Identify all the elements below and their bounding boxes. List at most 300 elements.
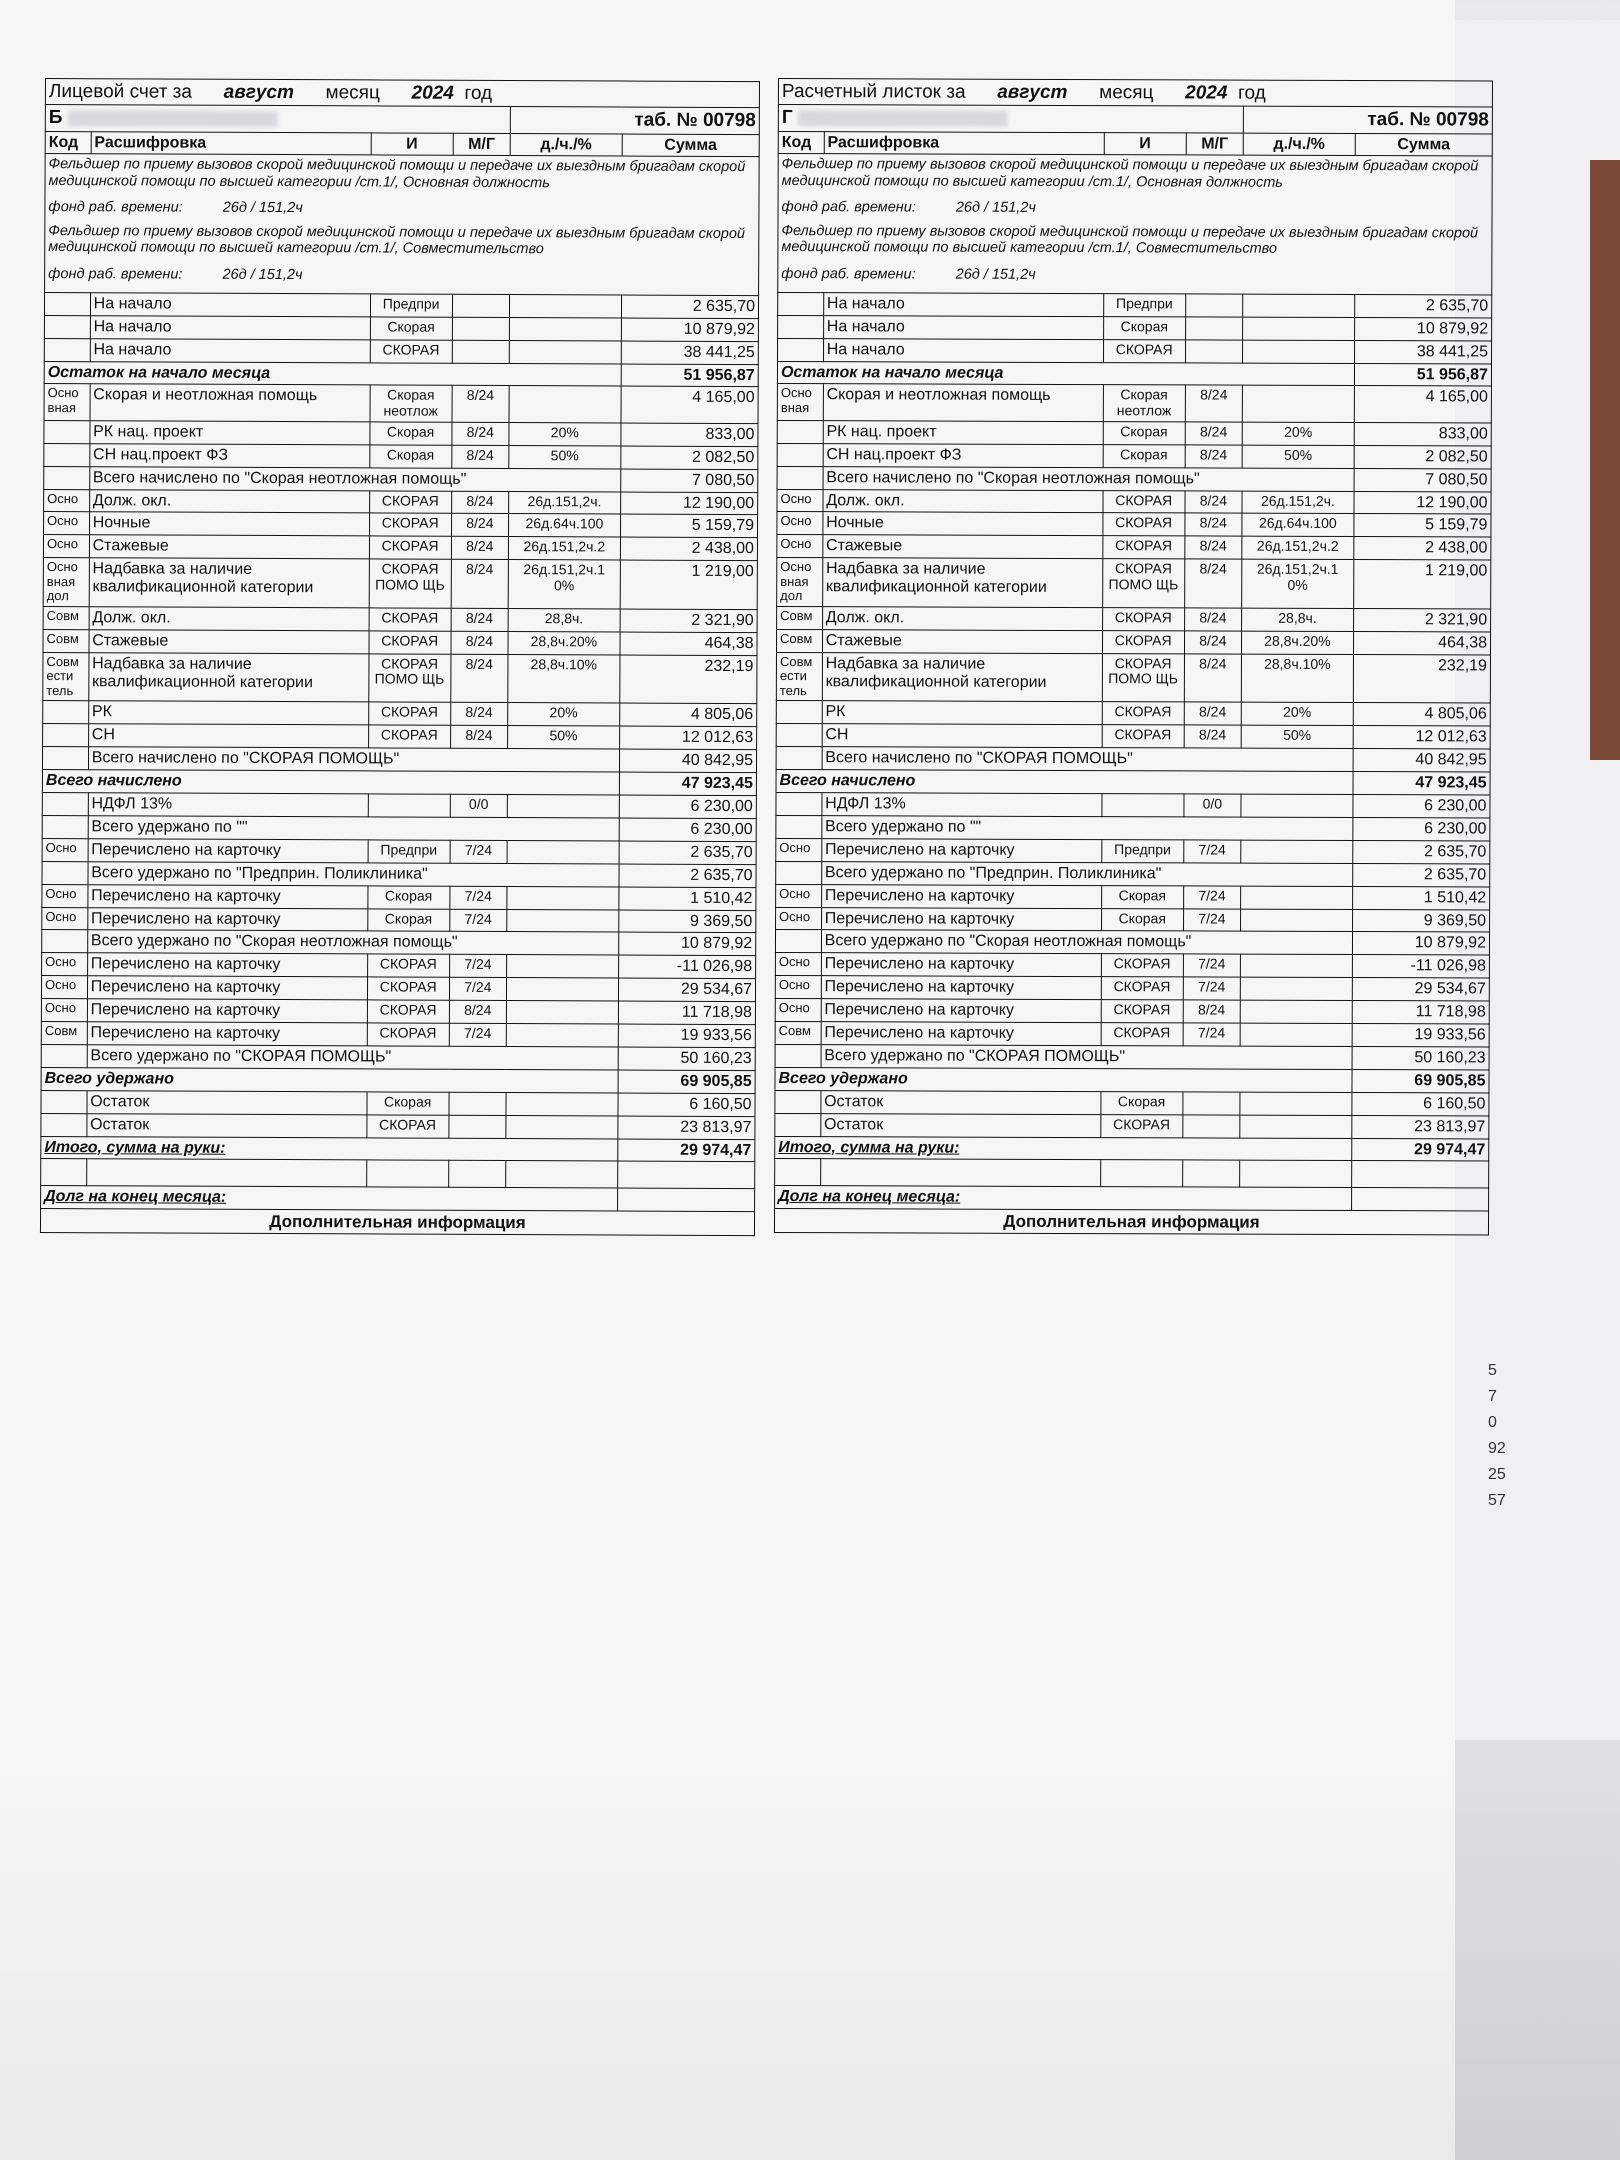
card-urgent-row (776, 907, 1490, 932)
sheet-title-prefix: Лицевой счет за (48, 81, 193, 103)
blank-cell (1182, 1160, 1239, 1187)
row-sum: 10 879,92 (1354, 317, 1491, 340)
total-label: Всего начислено по "Скорая неотложная помощь" (89, 466, 620, 491)
col-days: д./ч./% (1243, 133, 1355, 156)
fund-label: фонд раб. времени: (48, 198, 183, 216)
row-src: СКОРАЯ (1102, 536, 1184, 559)
ambulance-row (777, 535, 1491, 560)
card-ambulance-row (775, 999, 1489, 1024)
row-sum: 4 805,06 (1353, 703, 1490, 726)
row-sum: 12 190,00 (1354, 491, 1491, 514)
row-days (1240, 1115, 1352, 1138)
row-sum: 464,38 (1353, 631, 1490, 654)
urgent-code: Осно вная (780, 385, 812, 416)
row-days (507, 840, 619, 863)
total-sum: 7 080,50 (1354, 468, 1491, 491)
row-days: 20% (509, 422, 621, 445)
edge-digit: 7 (1488, 1388, 1497, 1405)
work-time-fund-combo (48, 266, 755, 285)
row-src: СКОРАЯ (1100, 1114, 1182, 1137)
row-src: СКОРАЯ (367, 1023, 449, 1046)
row-src: СКОРАЯ (370, 340, 452, 363)
row-code: Совм (43, 629, 89, 652)
work-time-fund-main (782, 199, 1489, 218)
row-src: СКОРАЯ (1102, 513, 1184, 536)
balance-row (41, 1113, 755, 1139)
row-days (1240, 954, 1352, 977)
row-sum: 2 082,50 (621, 446, 758, 470)
row-src: Скорая (369, 445, 451, 468)
row-days (506, 1092, 618, 1115)
col-days: д./ч./% (510, 133, 622, 156)
row-sum: 29 534,67 (618, 978, 755, 1002)
month: август (997, 81, 1068, 104)
row-sum: 2 635,70 (1353, 840, 1490, 863)
additional-info-row (40, 1209, 754, 1236)
row-code: Совм (776, 629, 822, 652)
row-code (43, 724, 89, 747)
work-time-fund-main (48, 199, 755, 218)
sheet-title (778, 79, 1492, 108)
urgent-code: Осно вная (47, 385, 79, 416)
row-days (506, 978, 618, 1001)
row-desc: Перечислено на карточку (87, 1022, 367, 1046)
row-period: 8/24 (1185, 536, 1242, 559)
blank-cell (1240, 1161, 1352, 1188)
row-code (41, 1090, 87, 1113)
withheld-clinic (776, 861, 1490, 886)
withheld-urgent (42, 930, 756, 956)
row-days (1240, 909, 1352, 932)
row-days: 26д.64ч.100 (1242, 514, 1354, 537)
row-code (44, 292, 90, 315)
row-days: 20% (508, 703, 620, 726)
opening-row (44, 338, 758, 364)
card-urgent-row (42, 884, 756, 910)
row-code: Осно (777, 535, 823, 558)
row-period (452, 294, 509, 317)
edge-digit: 25 (1488, 1466, 1506, 1483)
blank-cell (44, 466, 90, 489)
row-desc: Стажевые (822, 629, 1102, 653)
row-sum: 2 635,70 (619, 841, 756, 865)
row-days: 28,8ч. (508, 608, 620, 631)
row-period: 8/24 (1185, 513, 1242, 536)
row-sum: 833,00 (1354, 422, 1491, 445)
row-period: 8/24 (1183, 1000, 1240, 1023)
card-ambulance-row (775, 1022, 1489, 1047)
withheld-total (775, 1067, 1489, 1092)
row-code (775, 1090, 821, 1113)
row-code (778, 315, 824, 338)
blank-cell (1100, 1160, 1182, 1187)
blank-cell (776, 792, 822, 815)
row-desc: На начало (90, 315, 370, 339)
row-period: 8/24 (1185, 445, 1242, 468)
row-period: 8/24 (451, 560, 508, 609)
row-src: СКОРАЯ (1101, 977, 1183, 1000)
col-code: Код (778, 131, 824, 154)
net-total-sum: 29 974,47 (1352, 1138, 1489, 1161)
row-sum: 4 165,00 (1354, 386, 1491, 423)
row-sum: 5 159,79 (620, 514, 757, 538)
row-sum: 6 160,50 (618, 1093, 755, 1117)
total-sum: 69 905,85 (1352, 1069, 1489, 1092)
row-sum: 4 805,06 (620, 703, 757, 727)
row-sum: 4 165,00 (621, 386, 758, 423)
year: 2024 (411, 82, 454, 104)
urgent-row (44, 384, 758, 423)
row-src: Скорая (1103, 316, 1185, 339)
row-days (506, 1001, 618, 1024)
fund-label: фонд раб. времени: (781, 265, 916, 283)
ambulance-row (43, 652, 757, 704)
total-sum: 40 842,95 (619, 749, 756, 773)
row-days (1240, 1023, 1352, 1046)
opening-total (44, 361, 758, 387)
sheet-title (45, 79, 759, 108)
row-src: СКОРАЯ (369, 513, 451, 536)
row-src: Предпри (1101, 839, 1183, 862)
row-period: 8/24 (451, 631, 508, 654)
net-total-label: Итого, сумма на руки: (41, 1136, 618, 1161)
net-total (41, 1136, 755, 1162)
blank-cell (506, 1161, 618, 1188)
ambulance-row (44, 489, 758, 515)
row-code (44, 338, 90, 361)
tab-number: таб. № 00798 (510, 107, 759, 134)
row-days (1241, 886, 1353, 909)
row-src: Скорая (1100, 1091, 1182, 1114)
row-days: 20% (1242, 422, 1354, 445)
row-src: Предпри (370, 294, 452, 317)
row-src: СКОРАЯ ПОМО ЩЬ (1102, 559, 1184, 608)
row-sum: 38 441,25 (621, 341, 758, 365)
ambulance-row (44, 512, 758, 538)
total-sum: 40 842,95 (1353, 749, 1490, 772)
row-sum: 12 012,63 (1353, 726, 1490, 749)
row-desc: РК (88, 701, 368, 725)
additional-info: Дополнительная информация (40, 1209, 754, 1236)
col-src: И (371, 132, 453, 155)
card-clinic-row (42, 838, 756, 864)
fund-value: 26д / 151,2ч (222, 199, 303, 217)
blank-cell (776, 861, 822, 884)
fund-value: 26д / 151,2ч (955, 266, 1036, 283)
card-ambulance-row (42, 953, 756, 979)
row-sum: 9 369,50 (1352, 909, 1489, 932)
total-sum: 47 923,45 (1353, 772, 1490, 795)
row-desc: Перечислено на карточку (821, 976, 1101, 1000)
total-label: Остаток на начало месяца (777, 361, 1354, 386)
row-desc: Ночные (89, 512, 369, 536)
col-period: М/Г (453, 133, 510, 156)
ambulance-row (776, 629, 1490, 654)
row-sum: 2 082,50 (1354, 445, 1491, 468)
row-sum: 9 369,50 (619, 910, 756, 934)
ambulance-total (776, 747, 1490, 772)
row-period: 7/24 (1183, 886, 1240, 909)
row-period: 7/24 (1183, 954, 1240, 977)
row-period: 7/24 (450, 886, 507, 909)
row-desc: РК нац. проект (90, 421, 370, 445)
row-src: СКОРАЯ (367, 977, 449, 1000)
row-desc: Перечислено на карточку (88, 884, 368, 908)
row-days (509, 317, 621, 340)
row-src: СКОРАЯ (1102, 630, 1184, 653)
row-desc: Стажевые (89, 535, 369, 559)
edge-digit: 5 (1488, 1362, 1497, 1379)
row-period: 8/24 (1185, 490, 1242, 513)
row-period: 8/24 (1184, 631, 1241, 654)
row-code: Совм (777, 606, 823, 629)
row-desc: Долж. окл. (89, 607, 369, 631)
row-code: Осно (44, 512, 90, 535)
row-code: Осно (43, 535, 89, 558)
urgent-row (777, 384, 1491, 423)
card-ambulance-row (775, 976, 1489, 1001)
blank-cell (448, 1161, 505, 1188)
row-desc: Перечислено на карточку (821, 884, 1101, 908)
row-code: Осно (41, 976, 87, 999)
row-src: СКОРАЯ (368, 702, 450, 725)
row-days: 28,8ч.10% (1241, 654, 1353, 703)
card-ambulance-row (775, 953, 1489, 978)
opening-row (44, 292, 758, 318)
row-period: 7/24 (450, 909, 507, 932)
row-code: Осно (776, 838, 822, 861)
ambulance-row (43, 558, 757, 610)
row-src: Предпри (368, 840, 450, 863)
row-period: 7/24 (1183, 1023, 1240, 1046)
employee-initial: Г (781, 107, 793, 129)
row-code: Совм (43, 606, 89, 629)
row-code: Осно (42, 953, 88, 976)
col-desc: Расшифровка (91, 131, 371, 155)
row-src: СКОРАЯ (1101, 1023, 1183, 1046)
row-days (507, 886, 619, 909)
row-desc: Перечислено на карточку (88, 838, 368, 862)
row-sum: 29 534,67 (1352, 978, 1489, 1001)
row-code: Осно (42, 907, 88, 930)
total-label: Всего начислено (42, 770, 619, 795)
row-desc: Ночные (823, 512, 1103, 536)
row-days: 50% (1241, 725, 1353, 748)
row-sum: 6 160,50 (1352, 1092, 1489, 1115)
row-code: Осно (775, 976, 821, 999)
withheld-blank (776, 815, 1490, 840)
card-ambulance-row (41, 1022, 755, 1048)
row-desc: Надбавка за наличие квалификационной категории (88, 652, 368, 702)
row-desc: Надбавка за наличие квалификационной категории (822, 558, 1102, 608)
row-period (1185, 317, 1242, 340)
row-sum: 10 879,92 (621, 318, 758, 342)
row-days: 50% (509, 445, 621, 468)
row-src: СКОРАЯ (369, 536, 451, 559)
row-desc: НДФЛ 13% (88, 793, 368, 817)
blank-cell (42, 792, 88, 815)
row-code: Осно (775, 953, 821, 976)
row-src: СКОРАЯ (369, 490, 451, 513)
total-label: Всего удержано по "СКОРАЯ ПОМОЩЬ" (87, 1045, 618, 1070)
ambulance-row (776, 724, 1490, 749)
row-period: 7/24 (1183, 977, 1240, 1000)
row-src: Скорая (1101, 885, 1183, 908)
row-src: Скорая (1103, 444, 1185, 467)
net-total-label: Итого, сумма на руки: (775, 1136, 1352, 1161)
row-desc: РК нац. проект (823, 420, 1103, 444)
blank-cell (42, 930, 88, 953)
row-period (1185, 340, 1242, 363)
row-code (778, 292, 824, 315)
urgent-row (44, 443, 758, 469)
urgent-total (44, 466, 758, 492)
row-days: 28,8ч. (1241, 608, 1353, 631)
edge-digit: 0 (1488, 1414, 1497, 1431)
withheld-total (41, 1067, 755, 1093)
total-label: Всего начислено по "Скорая неотложная помощь" (823, 466, 1354, 491)
row-days (1240, 1000, 1352, 1023)
row-period: 8/24 (1184, 725, 1241, 748)
total-sum: 10 879,92 (1352, 932, 1489, 955)
row-days (509, 340, 621, 363)
total-sum: 2 635,70 (1353, 863, 1490, 886)
row-period: 7/24 (449, 955, 506, 978)
row-days: 26д.151,2ч.1 0% (1242, 559, 1354, 608)
row-period: 8/24 (452, 422, 509, 445)
row-sum: -11 026,98 (1352, 955, 1489, 978)
row-code (777, 420, 823, 443)
row-src: СКОРАЯ (368, 725, 450, 748)
combo-position: Фельдшер по приему вызовов скорой медицинской помощи и передаче их выездным бригадам скорой медицинской помощи по высшей категории /ст.1/, Совместительство (781, 223, 1479, 258)
fund-label: фонд раб. времени: (781, 198, 916, 216)
blank-cell (507, 794, 619, 817)
blank-row (775, 1159, 1489, 1188)
row-days: 26д.151,2ч.2 (1242, 536, 1354, 559)
row-sum: 23 813,97 (1352, 1115, 1489, 1138)
employee-name (45, 105, 510, 133)
row-desc: СН нац.проект ФЗ (89, 443, 369, 467)
row-code (777, 443, 823, 466)
row-sum: 464,38 (620, 632, 757, 656)
row-sum: 1 510,42 (619, 887, 756, 911)
blank-cell (41, 1159, 87, 1186)
row-desc: РК (822, 701, 1102, 725)
row-desc: Перечислено на карточку (87, 953, 367, 977)
row-days (507, 909, 619, 932)
blank-cell (777, 466, 823, 489)
ndfl-row (776, 792, 1490, 817)
row-period (452, 317, 509, 340)
row-src: СКОРАЯ (369, 608, 451, 631)
row-sum: 1 219,00 (620, 560, 757, 609)
debt-row (775, 1186, 1489, 1211)
row-sum: 6 230,00 (1353, 794, 1490, 817)
debt-label: Долг на конец месяца: (41, 1186, 618, 1211)
row-days (509, 386, 621, 423)
row-desc: Долж. окл. (822, 607, 1102, 631)
fund-value: 26д / 151,2ч (955, 199, 1036, 216)
ambulance-row (777, 512, 1491, 537)
row-days: 26д.151,2ч.1 0% (508, 560, 620, 609)
opening-row (778, 292, 1492, 317)
row-desc: Долж. окл. (89, 489, 369, 513)
col-desc: Расшифровка (824, 131, 1104, 155)
row-src: Скорая (367, 886, 449, 909)
blank-cell (776, 815, 822, 838)
row-code: Осно (776, 907, 822, 930)
withheld-clinic (42, 861, 756, 887)
row-days: 26д.151,2ч.2 (508, 537, 620, 560)
row-desc: Остаток (87, 1090, 367, 1114)
row-period: 8/24 (1184, 654, 1241, 703)
col-period: М/Г (1186, 132, 1243, 155)
ambulance-row (43, 606, 757, 632)
desk-edge (1590, 160, 1620, 760)
row-code: Осно (777, 512, 823, 535)
row-sum: -11 026,98 (618, 955, 755, 979)
fund-label: фонд раб. времени: (48, 265, 183, 283)
withheld-ambulance (41, 1044, 755, 1070)
blank-cell (617, 1161, 754, 1189)
row-desc: Надбавка за наличие квалификационной категории (89, 558, 369, 608)
row-days (1243, 294, 1355, 317)
row-period: 7/24 (449, 977, 506, 1000)
blank-cell (820, 1159, 1100, 1187)
col-sum: Сумма (1355, 133, 1492, 156)
row-desc: СН (822, 724, 1102, 748)
row-sum: 11 718,98 (618, 1001, 755, 1025)
payslip-table (774, 78, 1493, 1236)
row-desc: СН нац.проект ФЗ (823, 443, 1103, 467)
row-code (776, 701, 822, 724)
row-src: Скорая (367, 908, 449, 931)
row-days (1242, 386, 1354, 423)
total-sum: 6 230,00 (619, 818, 756, 842)
blank-cell (775, 1044, 821, 1067)
positions-block (45, 154, 760, 296)
row-desc: Остаток (87, 1113, 367, 1137)
additional-info-row (774, 1209, 1488, 1236)
ambulance-row (43, 535, 757, 561)
net-total (775, 1136, 1489, 1161)
row-src: СКОРАЯ (1102, 702, 1184, 725)
col-sum: Сумма (622, 134, 759, 158)
month-word: месяц (325, 82, 380, 104)
row-src: СКОРАЯ (1103, 339, 1185, 362)
row-days: 28,8ч.20% (508, 631, 620, 654)
row-desc: Надбавка за наличие квалификационной категории (822, 652, 1102, 702)
total-label: Всего начислено по "СКОРАЯ ПОМОЩЬ" (822, 747, 1353, 772)
row-code (44, 384, 90, 421)
row-sum: 19 933,56 (1352, 1024, 1489, 1047)
row-period: 8/24 (449, 1000, 506, 1023)
card-urgent-row (776, 884, 1490, 909)
row-sum: 1 219,00 (1354, 560, 1491, 609)
row-sum: 23 813,97 (618, 1116, 755, 1140)
row-desc: Остаток (821, 1090, 1101, 1114)
row-period: 8/24 (1185, 385, 1242, 422)
row-desc: Перечислено на карточку (87, 999, 367, 1023)
total-sum: 51 956,87 (621, 364, 758, 388)
row-code: Совм ести тель (43, 652, 89, 701)
balance-row (775, 1113, 1489, 1138)
row-period: 8/24 (451, 654, 508, 703)
urgent-row (777, 420, 1491, 445)
row-desc: На начало (823, 315, 1103, 339)
row-desc: На начало (823, 293, 1103, 317)
row-desc: На начало (90, 338, 370, 362)
